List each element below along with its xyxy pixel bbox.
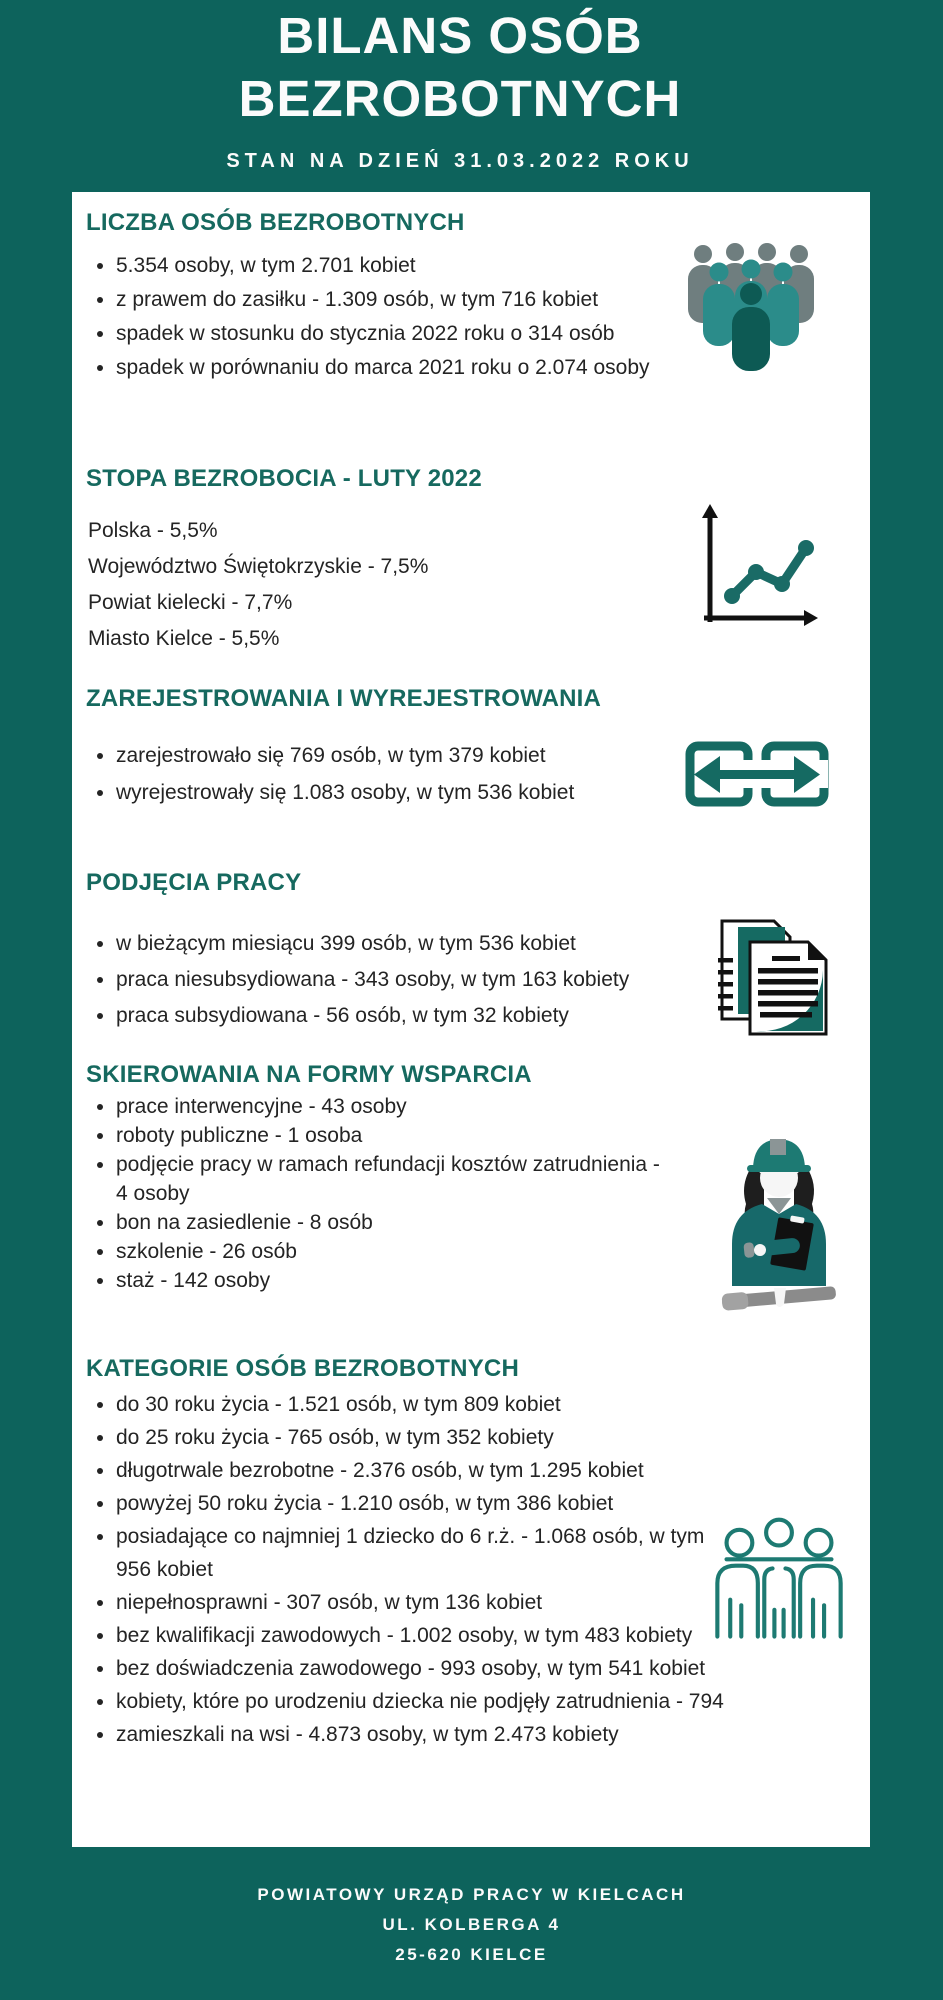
list-item: • wyrejestrowały się 1.083 osoby, w tym 536 kobiet xyxy=(116,777,676,809)
list-item: • praca subsydiowana - 56 osób, w tym 32 kobiety xyxy=(116,1000,696,1032)
list-item: • powyżej 50 roku życia - 1.210 osób, w tym 386 kobiet xyxy=(116,1487,734,1520)
footer-street: UL. KOLBERGA 4 xyxy=(382,1915,561,1934)
list-item: • 5.354 osoby, w tym 2.701 kobiet xyxy=(116,250,676,282)
documents-icon xyxy=(714,918,832,1041)
section-heading: KATEGORIE OSÓB BEZROBOTNYCH xyxy=(86,1355,519,1382)
list-item: Miasto Kielce - 5,5% xyxy=(88,627,280,650)
list-item: • z prawem do zasiłku - 1.309 osób, w tym 716 kobiet xyxy=(116,284,676,316)
list-item: • długotrwale bezrobotne - 2.376 osób, w tym 1.295 kobiet xyxy=(116,1454,734,1487)
section-heading: ZAREJESTROWANIA I WYREJESTROWANIA xyxy=(86,685,602,712)
page-title xyxy=(0,4,920,130)
list-item: • posiadające co najmniej 1 dziecko do 6 r.ż. - 1.068 osób, w tym 956 kobiet xyxy=(116,1520,734,1586)
transfer-arrows-icon xyxy=(682,738,832,815)
worker-woman-icon xyxy=(704,1126,854,1316)
list-item: • zamieszkali na wsi - 4.873 osoby, w tym 2.473 kobiety xyxy=(116,1718,734,1751)
list-item: • do 25 roku życia - 765 osób, w tym 352 kobiety xyxy=(116,1421,734,1454)
team-outline-icon xyxy=(710,1512,848,1652)
page-subtitle: STAN NA DZIEŃ 31.03.2022 ROKU xyxy=(226,150,694,172)
section-heading: PODJĘCIA PRACY xyxy=(86,869,302,896)
list-item: • do 30 roku życia - 1.521 osób, w tym 809 kobiet xyxy=(116,1388,734,1421)
footer xyxy=(0,1880,943,1970)
list-item: Województwo Świętokrzyskie - 7,5% xyxy=(88,555,429,578)
list-item: • spadek w porównaniu do marca 2021 roku o 2.074 osoby xyxy=(116,352,676,384)
list-item: • bez doświadczenia zawodowego - 993 osoby, w tym 541 kobiet xyxy=(116,1652,734,1685)
line-chart-icon xyxy=(694,502,819,635)
list-item: • staż - 142 osoby xyxy=(116,1266,676,1295)
list-item: • szkolenie - 26 osób xyxy=(116,1237,676,1266)
footer-city: 25-620 KIELCE xyxy=(395,1945,548,1964)
section-heading: SKIEROWANIA NA FORMY WSPARCIA xyxy=(86,1061,532,1088)
bullet-list xyxy=(92,928,696,1032)
list-item: • bez kwalifikacji zawodowych - 1.002 osoby, w tym 483 kobiety xyxy=(116,1619,734,1652)
list-item: • kobiety, które po urodzeniu dziecka nie podjęły zatrudnienia - 794 xyxy=(116,1685,734,1718)
bullet-list xyxy=(92,1388,734,1751)
list-item: • niepełnosprawni - 307 osób, w tym 136 kobiet xyxy=(116,1586,734,1619)
bullet-list xyxy=(92,740,676,809)
bullet-list xyxy=(92,250,676,384)
section-heading: STOPA BEZROBOCIA - LUTY 2022 xyxy=(86,465,482,492)
bullet-list xyxy=(92,1092,676,1295)
list-item: • w bieżącym miesiącu 399 osób, w tym 536 kobiet xyxy=(116,928,696,960)
page-title-line1: BILANS OSÓB xyxy=(277,7,643,64)
list-item: • praca niesubsydiowana - 343 osoby, w tym 163 kobiety xyxy=(116,964,696,996)
list-item: • bon na zasiedlenie - 8 osób xyxy=(116,1208,676,1237)
list-item: • prace interwencyjne - 43 osoby xyxy=(116,1092,676,1121)
list-item: Powiat kielecki - 7,7% xyxy=(88,591,293,614)
list-item: • roboty publiczne - 1 osoba xyxy=(116,1121,676,1150)
crowd-icon xyxy=(676,242,826,377)
list-item: • spadek w stosunku do stycznia 2022 roku o 314 osób xyxy=(116,318,676,350)
page-title-line2: BEZROBOTNYCH xyxy=(238,70,682,127)
list-item: • zarejestrowało się 769 osób, w tym 379 kobiet xyxy=(116,740,676,772)
section-heading: LICZBA OSÓB BEZROBOTNYCH xyxy=(86,209,465,236)
footer-org-name: POWIATOWY URZĄD PRACY W KIELCACH xyxy=(257,1885,686,1904)
list-item: • podjęcie pracy w ramach refundacji kosztów zatrudnienia - 4 osoby xyxy=(116,1150,676,1208)
list-item: Polska - 5,5% xyxy=(88,519,218,542)
content-card xyxy=(72,192,870,1847)
